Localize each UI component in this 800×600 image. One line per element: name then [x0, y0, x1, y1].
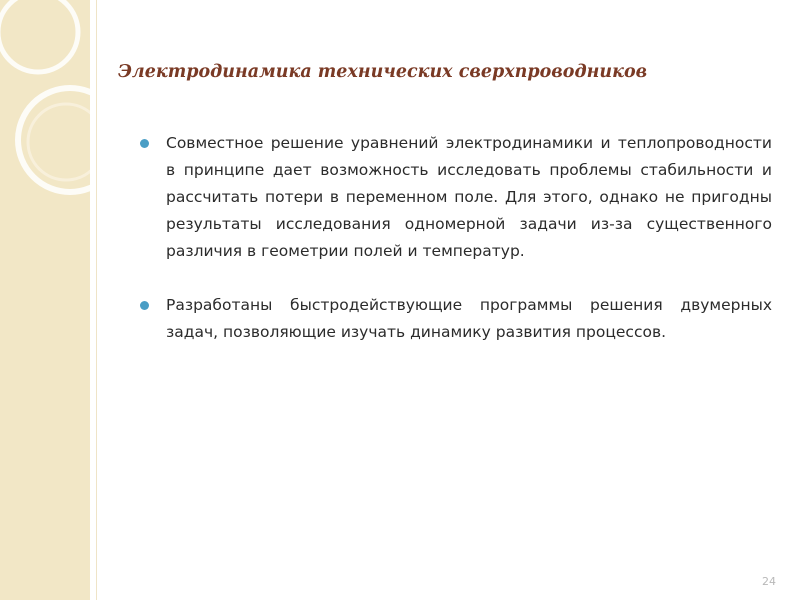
bullet-dot-icon: [140, 301, 149, 310]
bullet-text-1: Совместное решение уравнений электродинамики и теплопроводности в принципе дает возможность исследовать проблемы стабильности и рассчитать потери в переменном поле. Для этого, однако не пригодны результаты исследования одномерной задачи из-за существенного различия в геометрии полей и температур.: [166, 134, 772, 260]
slide-title: Электродинамика технических сверхпроводников: [118, 62, 648, 82]
bullet-item-2: [140, 292, 772, 346]
page-number: 24: [762, 575, 776, 588]
bullet-text-2: Разработаны быстродействующие программы решения двумерных задач, позволяющие изучать динамику развития процессов.: [166, 296, 772, 341]
bullet-list: [140, 130, 772, 346]
bullet-dot-icon: [140, 139, 149, 148]
divider-line: [96, 0, 97, 600]
decorative-side-panel: [0, 0, 90, 600]
bullet-item-1: [140, 130, 772, 265]
decorative-circles-icon: [0, 0, 90, 600]
